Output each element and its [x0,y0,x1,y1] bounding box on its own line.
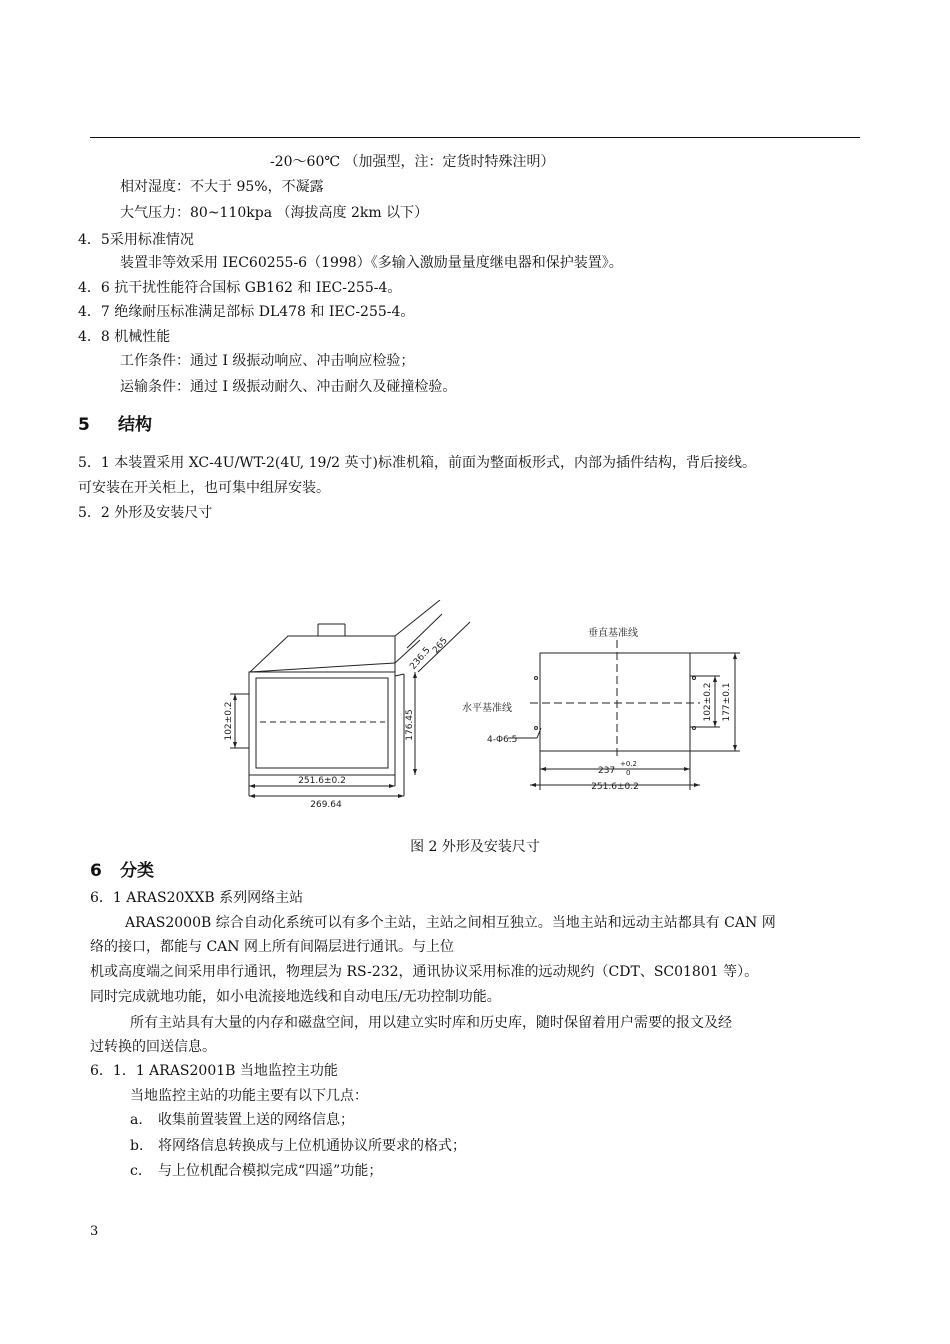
humidity-line: 相对湿度：不大于 95%，不凝露 [120,179,324,195]
cut-tol-lower: 0 [626,769,631,777]
list-marker: b. [130,1138,144,1154]
horizontal-reference-label: 水平基准线 [462,703,512,714]
section-5-heading [78,414,152,436]
para-5-1-line2: 可安装在开关柜上，也可集中组屏安装。 [78,480,330,496]
list-marker: a. [130,1112,143,1128]
dim-depth1-label: 236.5 [408,645,433,672]
list-text: 与上位机配合模拟完成“四遥”功能； [158,1163,383,1179]
section-4-5-title: 4．5采用标准情况 [78,232,194,248]
case-top-outline [250,636,395,672]
cut-height-outer-label: 177±0.1 [722,682,732,722]
para1-line2: 络的接口，都能与 CAN 网上所有间隔层进行通讯。与上位 [90,939,454,955]
section-6-title: 分类 [120,861,154,881]
list-text: 将网络信息转换成与上位机通协议所要求的格式； [158,1138,466,1154]
pressure-line: 大气压力：80~110kpa （海拔高度 2km 以下） [120,205,429,221]
dimension-drawing [0,600,950,820]
front-panel [249,672,395,775]
list-item [130,1110,354,1130]
para-5-1-line1: 5．1 本装置采用 XC-4U/WT-2(4U, 19/2 英寸)标准机箱，前面为整面板形式，内部为插件结构，背后接线。 [78,455,756,471]
section-4-6: 4．6 抗干扰性能符合国标 GB162 和 IEC-255-4。 [78,280,402,296]
holes-label: 4-Φ6.5 [487,735,518,745]
page-number: 3 [90,1224,99,1239]
para-5-2-title: 5．2 外形及安装尺寸 [78,505,213,521]
section-5-number: 5 [78,415,90,435]
list-marker: c. [130,1163,143,1179]
header-rule [90,137,860,138]
para1-line3: 机或高度端之间采用串行通讯，物理层为 RS-232，通讯协议采用标准的远动规约（CDT、SC01801 等）。 [90,964,759,980]
section-6-heading [90,860,154,882]
cut-width-label: 237 [598,766,616,776]
transport-conditions: 运输条件：通过 I 级振动耐久、冲击耐久及碰撞检验。 [120,379,457,395]
cutout-rect [540,653,690,751]
section-5-title: 结构 [118,415,152,435]
vertical-reference-label: 垂直基准线 [588,628,638,639]
para1-line1: ARAS2000B 综合自动化系统可以有多个主站，主站之间相互独立。当地主站和远动主站都具有 CAN 网 [125,915,776,931]
dim-height-outer-label: 176.45 [405,709,415,741]
work-conditions: 工作条件：通过 I 级振动响应、冲击响应检验； [120,353,415,369]
panel-window [256,678,388,768]
temp-line: -20～60℃ （加强型，注：定货时特殊注明） [270,154,555,170]
para-6-1-title: 6．1 ARAS20XXB 系列网络主站 [90,890,304,906]
outer-width-label: 251.6±0.2 [591,782,639,792]
figure-caption: 图 2 外形及安装尺寸 [410,839,540,855]
dim-height-inner-label: 102±0.2 [224,701,234,741]
para2-line1: 所有主站具有大量的内存和磁盘空间，用以建立实时库和历史库，随时保留着用户需要的报文及经 [130,1015,732,1031]
section-6-number: 6 [90,861,102,881]
section-4-7: 4．7 绝缘耐压标准满足部标 DL478 和 IEC-255-4。 [78,304,415,320]
list-text: 收集前置装置上送的网络信息； [158,1112,354,1128]
mount-flange [395,674,404,676]
section-4-8-title: 4．8 机械性能 [78,329,171,345]
front-view [230,600,470,798]
dim-width-inner-label: 251.6±0.2 [298,776,346,786]
para-6-1-1-title: 6．1．1 ARAS2001B 当地监控主功能 [90,1063,338,1079]
dim-depth2-label: 265 [431,635,450,656]
dim-width-outer-label: 269.64 [310,800,342,810]
list-item [130,1136,466,1156]
para2-line2: 过转换的回送信息。 [90,1039,216,1055]
list-item [130,1161,382,1181]
cut-height-inner-label: 102±0.2 [703,682,713,722]
cut-tol-upper: +0.2 [620,760,637,768]
para1-line4: 同时完成就地功能，如小电流接地选线和自动电压/无功控制功能。 [90,989,501,1005]
intro-line: 当地监控主站的功能主要有以下几点： [130,1088,368,1104]
section-4-5-body: 装置非等效采用 IEC60255-6（1998）《多输入激励量量度继电器和保护装置》。 [120,255,623,271]
